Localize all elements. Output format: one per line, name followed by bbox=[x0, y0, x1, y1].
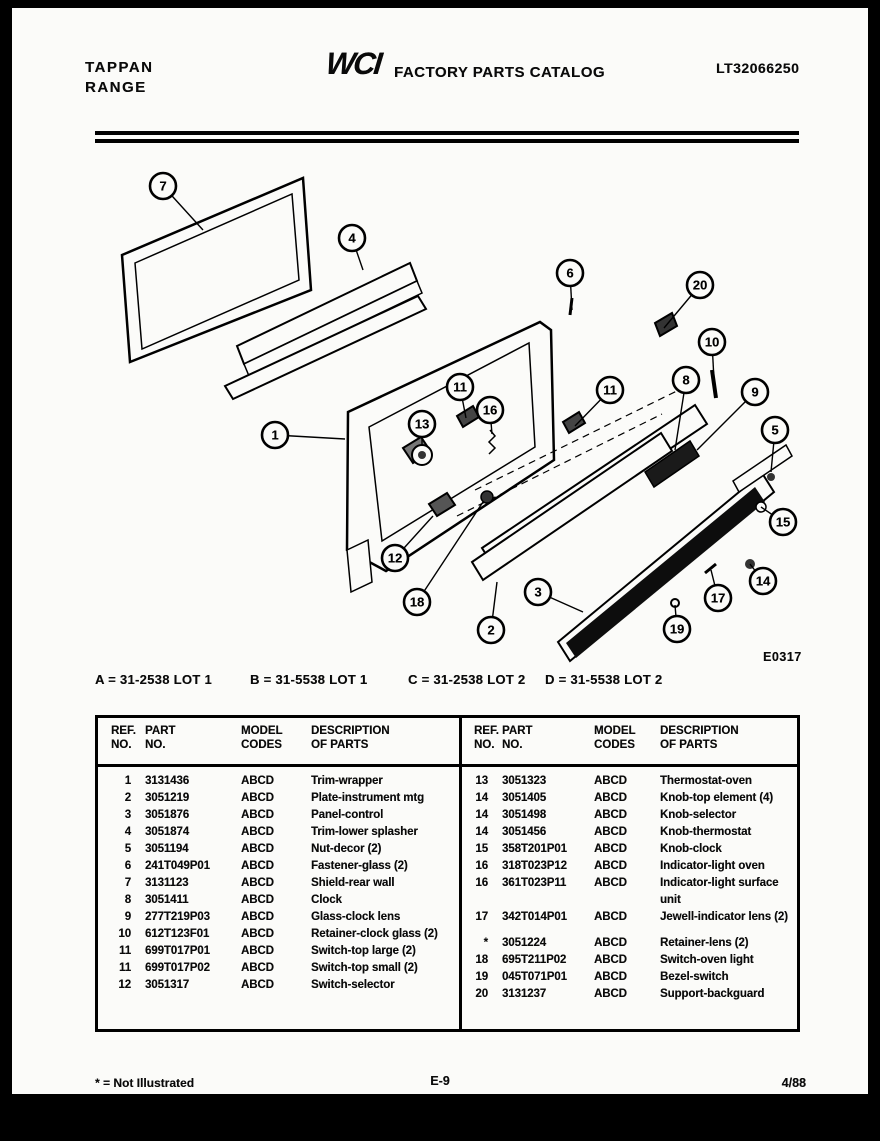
nut-decor-shape bbox=[767, 473, 775, 481]
callout-number: 5 bbox=[771, 422, 779, 438]
part-ref: 18 bbox=[475, 954, 488, 966]
part-description: Bezel-switch bbox=[660, 971, 729, 983]
part-number: 3051224 bbox=[502, 937, 547, 949]
callout-number: 6 bbox=[566, 265, 574, 281]
callout-number: 7 bbox=[159, 178, 167, 194]
column-header: PART NO. bbox=[145, 725, 176, 751]
callout-number: 15 bbox=[775, 514, 791, 530]
table-row bbox=[98, 807, 459, 824]
part-ref: 9 bbox=[124, 911, 131, 923]
part-number: 3131123 bbox=[145, 877, 189, 889]
model-legend-a: A = 31-2538 LOT 1 bbox=[95, 672, 212, 687]
callout-number: 8 bbox=[682, 372, 690, 388]
wci-logo: WCI bbox=[324, 46, 383, 81]
table-body bbox=[98, 752, 459, 994]
parts-table bbox=[95, 715, 800, 1032]
table-row bbox=[98, 841, 459, 858]
part-number: 045T071P01 bbox=[502, 971, 567, 983]
model-codes: ABCD bbox=[241, 979, 274, 991]
oven-light-switch-shape bbox=[481, 491, 493, 503]
part-ref: 1 bbox=[124, 775, 131, 787]
model-codes: ABCD bbox=[241, 775, 274, 787]
model-codes: ABCD bbox=[241, 826, 274, 838]
part-description: Trim-lower splasher bbox=[311, 826, 418, 838]
part-number: 342T014P01 bbox=[502, 911, 567, 923]
part-description: Knob-top element (4) bbox=[660, 792, 773, 804]
table-row bbox=[98, 977, 459, 994]
callout-number: 12 bbox=[387, 550, 403, 566]
model-codes: ABCD bbox=[594, 860, 627, 872]
callout-number: 3 bbox=[534, 584, 542, 600]
part-number: 3051411 bbox=[145, 894, 189, 906]
part-number: 318T023P12 bbox=[502, 860, 567, 872]
part-ref: 14 bbox=[475, 792, 488, 804]
parts-table-left bbox=[98, 718, 459, 1029]
table-row bbox=[98, 790, 459, 807]
part-ref: 4 bbox=[124, 826, 131, 838]
part-number: 361T023P11 bbox=[502, 877, 567, 889]
model-legend-b: B = 31-5538 LOT 1 bbox=[250, 672, 368, 687]
table-row bbox=[462, 909, 797, 926]
column-header: MODEL CODES bbox=[241, 725, 283, 751]
model-codes: ABCD bbox=[594, 877, 627, 889]
part-ref: 3 bbox=[124, 809, 131, 821]
callout-number: 13 bbox=[414, 416, 430, 432]
part-description: Switch-top large (2) bbox=[311, 945, 416, 957]
table-row bbox=[98, 892, 459, 909]
part-ref: 10 bbox=[118, 928, 131, 940]
callout-number: 18 bbox=[409, 594, 425, 610]
model-codes: ABCD bbox=[241, 792, 274, 804]
part-ref: 14 bbox=[475, 826, 488, 838]
part-description: Switch-selector bbox=[311, 979, 395, 991]
part-number: 241T049P01 bbox=[145, 860, 210, 872]
model-codes: ABCD bbox=[241, 877, 274, 889]
table-body bbox=[462, 752, 797, 1003]
model-codes: ABCD bbox=[241, 860, 274, 872]
part-description: Knob-selector bbox=[660, 809, 737, 821]
part-description: Support-backguard bbox=[660, 988, 765, 1000]
model-codes: ABCD bbox=[241, 911, 274, 923]
part-ref: 6 bbox=[124, 860, 131, 872]
part-number: 3131237 bbox=[502, 988, 547, 1000]
double-rule-bottom bbox=[95, 139, 799, 143]
column-header: DESCRIPTION OF PARTS bbox=[660, 725, 739, 751]
part-ref: 12 bbox=[118, 979, 131, 991]
document-number: LT32066250 bbox=[716, 60, 800, 76]
part-number: 3051876 bbox=[145, 809, 190, 821]
part-description: Switch-top small (2) bbox=[311, 962, 418, 974]
column-header: MODEL CODES bbox=[594, 725, 636, 751]
model-codes: ABCD bbox=[241, 894, 274, 906]
table-row bbox=[462, 807, 797, 824]
model-codes: ABCD bbox=[594, 971, 627, 983]
part-description: Trim-wrapper bbox=[311, 775, 383, 787]
table-row bbox=[462, 773, 797, 790]
callout-number: 4 bbox=[348, 230, 356, 246]
part-number: 3051323 bbox=[502, 775, 547, 787]
part-ref: 11 bbox=[119, 962, 131, 974]
part-ref: 15 bbox=[475, 843, 488, 855]
model-codes: ABCD bbox=[594, 826, 627, 838]
model-codes: ABCD bbox=[594, 843, 627, 855]
parts-table-right bbox=[462, 718, 797, 1029]
model-codes: ABCD bbox=[594, 911, 627, 923]
part-ref: 14 bbox=[475, 809, 488, 821]
table-row bbox=[98, 824, 459, 841]
callout-number: 2 bbox=[487, 622, 495, 638]
table-row bbox=[98, 943, 459, 960]
part-description: Knob-clock bbox=[660, 843, 722, 855]
switch-top-shape-2 bbox=[563, 412, 585, 433]
model-codes: ABCD bbox=[594, 792, 627, 804]
part-number: 3051219 bbox=[145, 792, 190, 804]
callout-number: 17 bbox=[710, 590, 726, 606]
double-rule-top bbox=[95, 131, 799, 135]
part-number: 3051405 bbox=[502, 792, 547, 804]
model-codes: ABCD bbox=[594, 954, 627, 966]
callout-number: 9 bbox=[751, 384, 759, 400]
diagram-art bbox=[122, 178, 792, 661]
table-row bbox=[462, 875, 797, 909]
callout-number: 16 bbox=[482, 402, 498, 418]
catalog-page bbox=[12, 8, 868, 1094]
part-ref: 20 bbox=[475, 988, 488, 1000]
callout-number: 14 bbox=[755, 573, 771, 589]
part-description: Retainer-clock glass (2) bbox=[311, 928, 438, 940]
figure-code: E0317 bbox=[763, 650, 802, 664]
part-number: 695T211P02 bbox=[502, 954, 567, 966]
page-number: E-9 bbox=[430, 1074, 450, 1088]
part-ref: 8 bbox=[124, 894, 131, 906]
exploded-diagram-area bbox=[85, 150, 800, 665]
part-description: Nut-decor (2) bbox=[311, 843, 382, 855]
table-row bbox=[98, 858, 459, 875]
part-number: 277T219P03 bbox=[145, 911, 210, 923]
part-ref: 11 bbox=[119, 945, 131, 957]
table-header-row bbox=[462, 718, 797, 752]
not-illustrated-note: * = Not Illustrated bbox=[95, 1076, 195, 1090]
model-codes: ABCD bbox=[594, 775, 627, 787]
table-row bbox=[462, 935, 797, 952]
model-codes: ABCD bbox=[241, 962, 274, 974]
model-codes: ABCD bbox=[594, 809, 627, 821]
brand-line1: TAPPAN bbox=[85, 59, 154, 76]
part-ref: 13 bbox=[475, 775, 488, 787]
table-row bbox=[98, 773, 459, 790]
part-ref: * bbox=[483, 937, 488, 949]
model-codes: ABCD bbox=[594, 937, 627, 949]
callout-number: 20 bbox=[692, 277, 708, 293]
callout-number: 11 bbox=[453, 379, 467, 395]
part-description: Panel-control bbox=[311, 809, 384, 821]
part-description: Fastener-glass (2) bbox=[311, 860, 408, 872]
column-header: DESCRIPTION OF PARTS bbox=[311, 725, 390, 751]
table-row bbox=[462, 824, 797, 841]
column-header: REF. NO. bbox=[111, 725, 136, 751]
part-description: Clock bbox=[311, 894, 342, 906]
table-row bbox=[462, 969, 797, 986]
part-number: 3051498 bbox=[502, 809, 547, 821]
part-description: Indicator-light surface unit bbox=[660, 877, 779, 906]
part-ref: 2 bbox=[124, 792, 131, 804]
part-description: Thermostat-oven bbox=[660, 775, 752, 787]
callout-number: 1 bbox=[271, 427, 279, 443]
model-legend-d: D = 31-5538 LOT 2 bbox=[545, 672, 663, 687]
model-legend-c: C = 31-2538 LOT 2 bbox=[408, 672, 526, 687]
catalog-date: 4/88 bbox=[781, 1076, 806, 1090]
table-row bbox=[462, 841, 797, 858]
part-ref: 5 bbox=[124, 843, 131, 855]
part-number: 3051317 bbox=[145, 979, 190, 991]
table-row bbox=[462, 952, 797, 969]
model-codes: ABCD bbox=[241, 843, 274, 855]
part-ref: 17 bbox=[475, 911, 488, 923]
column-header: REF. NO. bbox=[474, 725, 499, 751]
part-ref: 19 bbox=[475, 971, 488, 983]
brand-name bbox=[85, 58, 153, 98]
table-header-row bbox=[98, 718, 459, 752]
model-codes: ABCD bbox=[241, 945, 274, 957]
exploded-parts-diagram bbox=[85, 150, 800, 665]
jewel-lens-shape bbox=[705, 564, 716, 573]
part-ref: 16 bbox=[475, 877, 488, 889]
table-row bbox=[462, 790, 797, 807]
part-number: 3131436 bbox=[145, 775, 190, 787]
part-description: Switch-oven light bbox=[660, 954, 754, 966]
part-number: 3051194 bbox=[145, 843, 189, 855]
part-ref: 16 bbox=[475, 860, 488, 872]
part-number: 612T123F01 bbox=[145, 928, 210, 940]
part-description: Retainer-lens (2) bbox=[660, 937, 749, 949]
part-number: 699T017P01 bbox=[145, 945, 210, 957]
table-row bbox=[98, 960, 459, 977]
part-number: 699T017P02 bbox=[145, 962, 210, 974]
part-number: 3051874 bbox=[145, 826, 190, 838]
brand-line2: RANGE bbox=[85, 79, 147, 96]
table-row bbox=[98, 909, 459, 926]
part-description: Shield-rear wall bbox=[311, 877, 395, 889]
part-description: Jewell-indicator lens (2) bbox=[660, 911, 788, 923]
table-row bbox=[98, 926, 459, 943]
callout-number: 10 bbox=[704, 334, 720, 350]
table-row bbox=[462, 986, 797, 1003]
part-description: Indicator-light oven bbox=[660, 860, 765, 872]
callout-number: 11 bbox=[603, 382, 617, 398]
table-row bbox=[462, 858, 797, 875]
part-description: Plate-instrument mtg bbox=[311, 792, 425, 804]
part-description: Glass-clock lens bbox=[311, 911, 401, 923]
model-codes: ABCD bbox=[594, 988, 627, 1000]
part-number: 358T201P01 bbox=[502, 843, 567, 855]
part-ref: 7 bbox=[124, 877, 131, 889]
model-codes: ABCD bbox=[241, 928, 274, 940]
catalog-title: FACTORY PARTS CATALOG bbox=[394, 64, 606, 81]
part-description: Knob-thermostat bbox=[660, 826, 752, 838]
part-number: 3051456 bbox=[502, 826, 547, 838]
column-header: PART NO. bbox=[502, 725, 533, 751]
callout-number: 19 bbox=[669, 621, 685, 637]
model-codes: ABCD bbox=[241, 809, 274, 821]
table-row bbox=[98, 875, 459, 892]
